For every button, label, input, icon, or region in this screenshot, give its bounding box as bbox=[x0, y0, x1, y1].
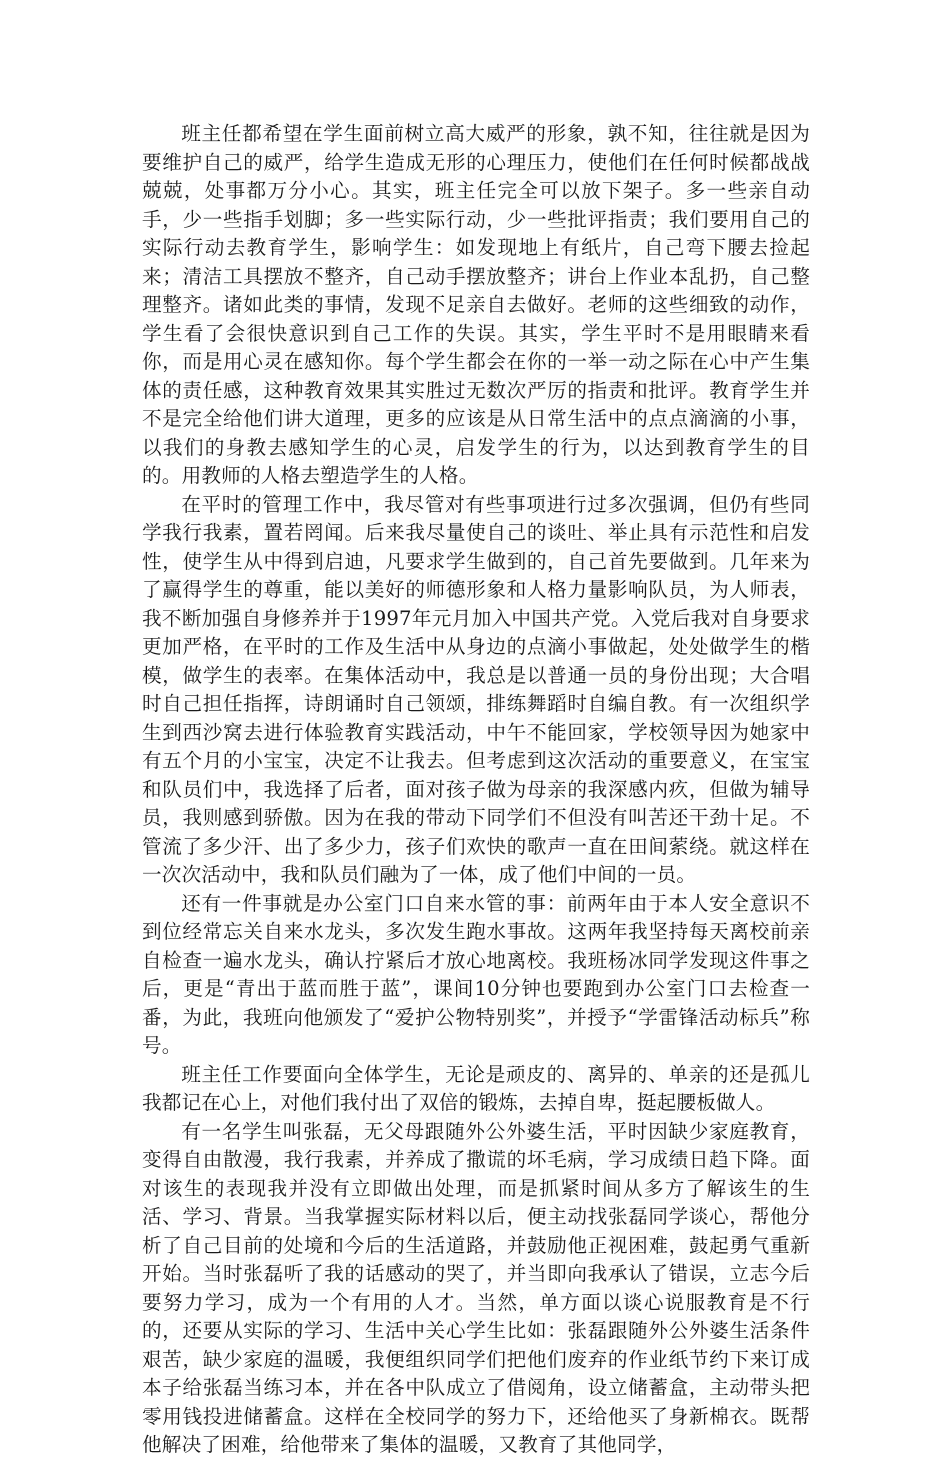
document-body bbox=[142, 120, 810, 1460]
paragraph-1: 班主任都希望在学生面前树立高大威严的形象，孰不知，往往就是因为要维护自己的威严，给学生造成无形的心理压力，使他们在任何时候都战战兢兢，处事都万分小心。其实，班主任完全可以放下架子。多一些亲自动手，少一些指手划脚；多一些实际行动，少一些批评指责；我们要用自己的实际行动去教育学生，影响学生：如发现地上有纸片，自己弯下腰去捡起来；清洁工具摆放不整齐，自己动手摆放整齐；讲台上作业本乱扔，自己整理整齐。诸如此类的事情，发现不足亲自去做好。老师的这些细致的动作，学生看了会很快意识到自己工作的失误。其实，学生平时不是用眼睛来看你，而是用心灵在感知你。每个学生都会在你的一举一动之际在心中产生集体的责任感，这种教育效果其实胜过无数次严厉的指责和批评。教育学生并不是完全给他们讲大道理，更多的应该是从日常生活中的点点滴滴的小事，以我们的身教去感知学生的心灵，启发学生的行为，以达到教育学生的目的。用教师的人格去塑造学生的人格。 bbox=[142, 122, 810, 487]
paragraph-3: 还有一件事就是办公室门口自来水管的事：前两年由于本人安全意识不到位经常忘关自来水龙头，多次发生跑水事故。这两年我坚持每天离校前亲自检查一遍水龙头，确认拧紧后才放心地离校。我班杨冰同学发现这件事之后，更是“青出于蓝而胜于蓝”，课间10分钟也要跑到办公室门口去检查一番，为此，我班向他颁发了“爱护公物特别奖”，并授予“学雷锋活动标兵”称号。 bbox=[142, 891, 810, 1057]
paragraph-4: 班主任工作要面向全体学生，无论是顽皮的、离异的、单亲的还是孤儿我都记在心上，对他们我付出了双倍的锻炼，去掉自卑，挺起腰板做人。 bbox=[142, 1062, 810, 1114]
paragraph-5: 有一名学生叫张磊，无父母跟随外公外婆生活，平时因缺少家庭教育，变得自由散漫，我行我素，并养成了撒谎的坏毛病，学习成绩日趋下降。面对该生的表现我并没有立即做出处理，而是抓紧时间从多方了解该生的生活、学习、背景。当我掌握实际材料以后，便主动找张磊同学谈心，帮他分析了自己目前的处境和今后的生活道路，并鼓励他正视困难，鼓起勇气重新开始。当时张磊听了我的话感动的哭了，并当即向我承认了错误，立志今后要努力学习，成为一个有用的人才。当然，单方面以谈心说服教育是不行的，还要从实际的学习、生活中关心学生比如：张磊跟随外公外婆生活条件艰苦，缺少家庭的温暖，我便组织同学们把他们废弃的作业纸节约下来订成本子给张磊当练习本，并在各中队成立了借阅角，设立储蓄盒，主动带头把零用钱投进储蓄盒。这样在全校同学的努力下，还给他买了身新棉衣。既帮他解决了困难，给他带来了集体的温暖，又教育了其他同学， bbox=[142, 1119, 810, 1456]
paragraph-2: 在平时的管理工作中，我尽管对有些事项进行过多次强调，但仍有些同学我行我素，置若罔闻。后来我尽量使自己的谈吐、举止具有示范性和启发性，使学生从中得到启迪，凡要求学生做到的，自己首先要做到。几年来为了赢得学生的尊重，能以美好的师德形象和人格力量影响队员，为人师表，我不断加强自身修养并于1997年元月加入中国共产党。入党后我对自身要求更加严格，在平时的工作及生活中从身边的点滴小事做起，处处做学生的楷模，做学生的表率。在集体活动中，我总是以普通一员的身份出现；大合唱时自己担任指挥，诗朗诵时自己领颂，排练舞蹈时自编自教。有一次组织学生到西沙窝去进行体验教育实践活动，中午不能回家，学校领导因为她家中有五个月的小宝宝，决定不让我去。但考虑到这次活动的重要意义，在宝宝和队员们中，我选择了后者，面对孩子做为母亲的我深感内疚，但做为辅导员，我则感到骄傲。因为在我的带动下同学们不但没有叫苦还干劲十足。不管流了多少汗、出了多少力，孩子们欢快的歌声一直在田间萦绕。就这样在一次次活动中，我和队员们融为了一体，成了他们中间的一员。 bbox=[142, 492, 810, 886]
